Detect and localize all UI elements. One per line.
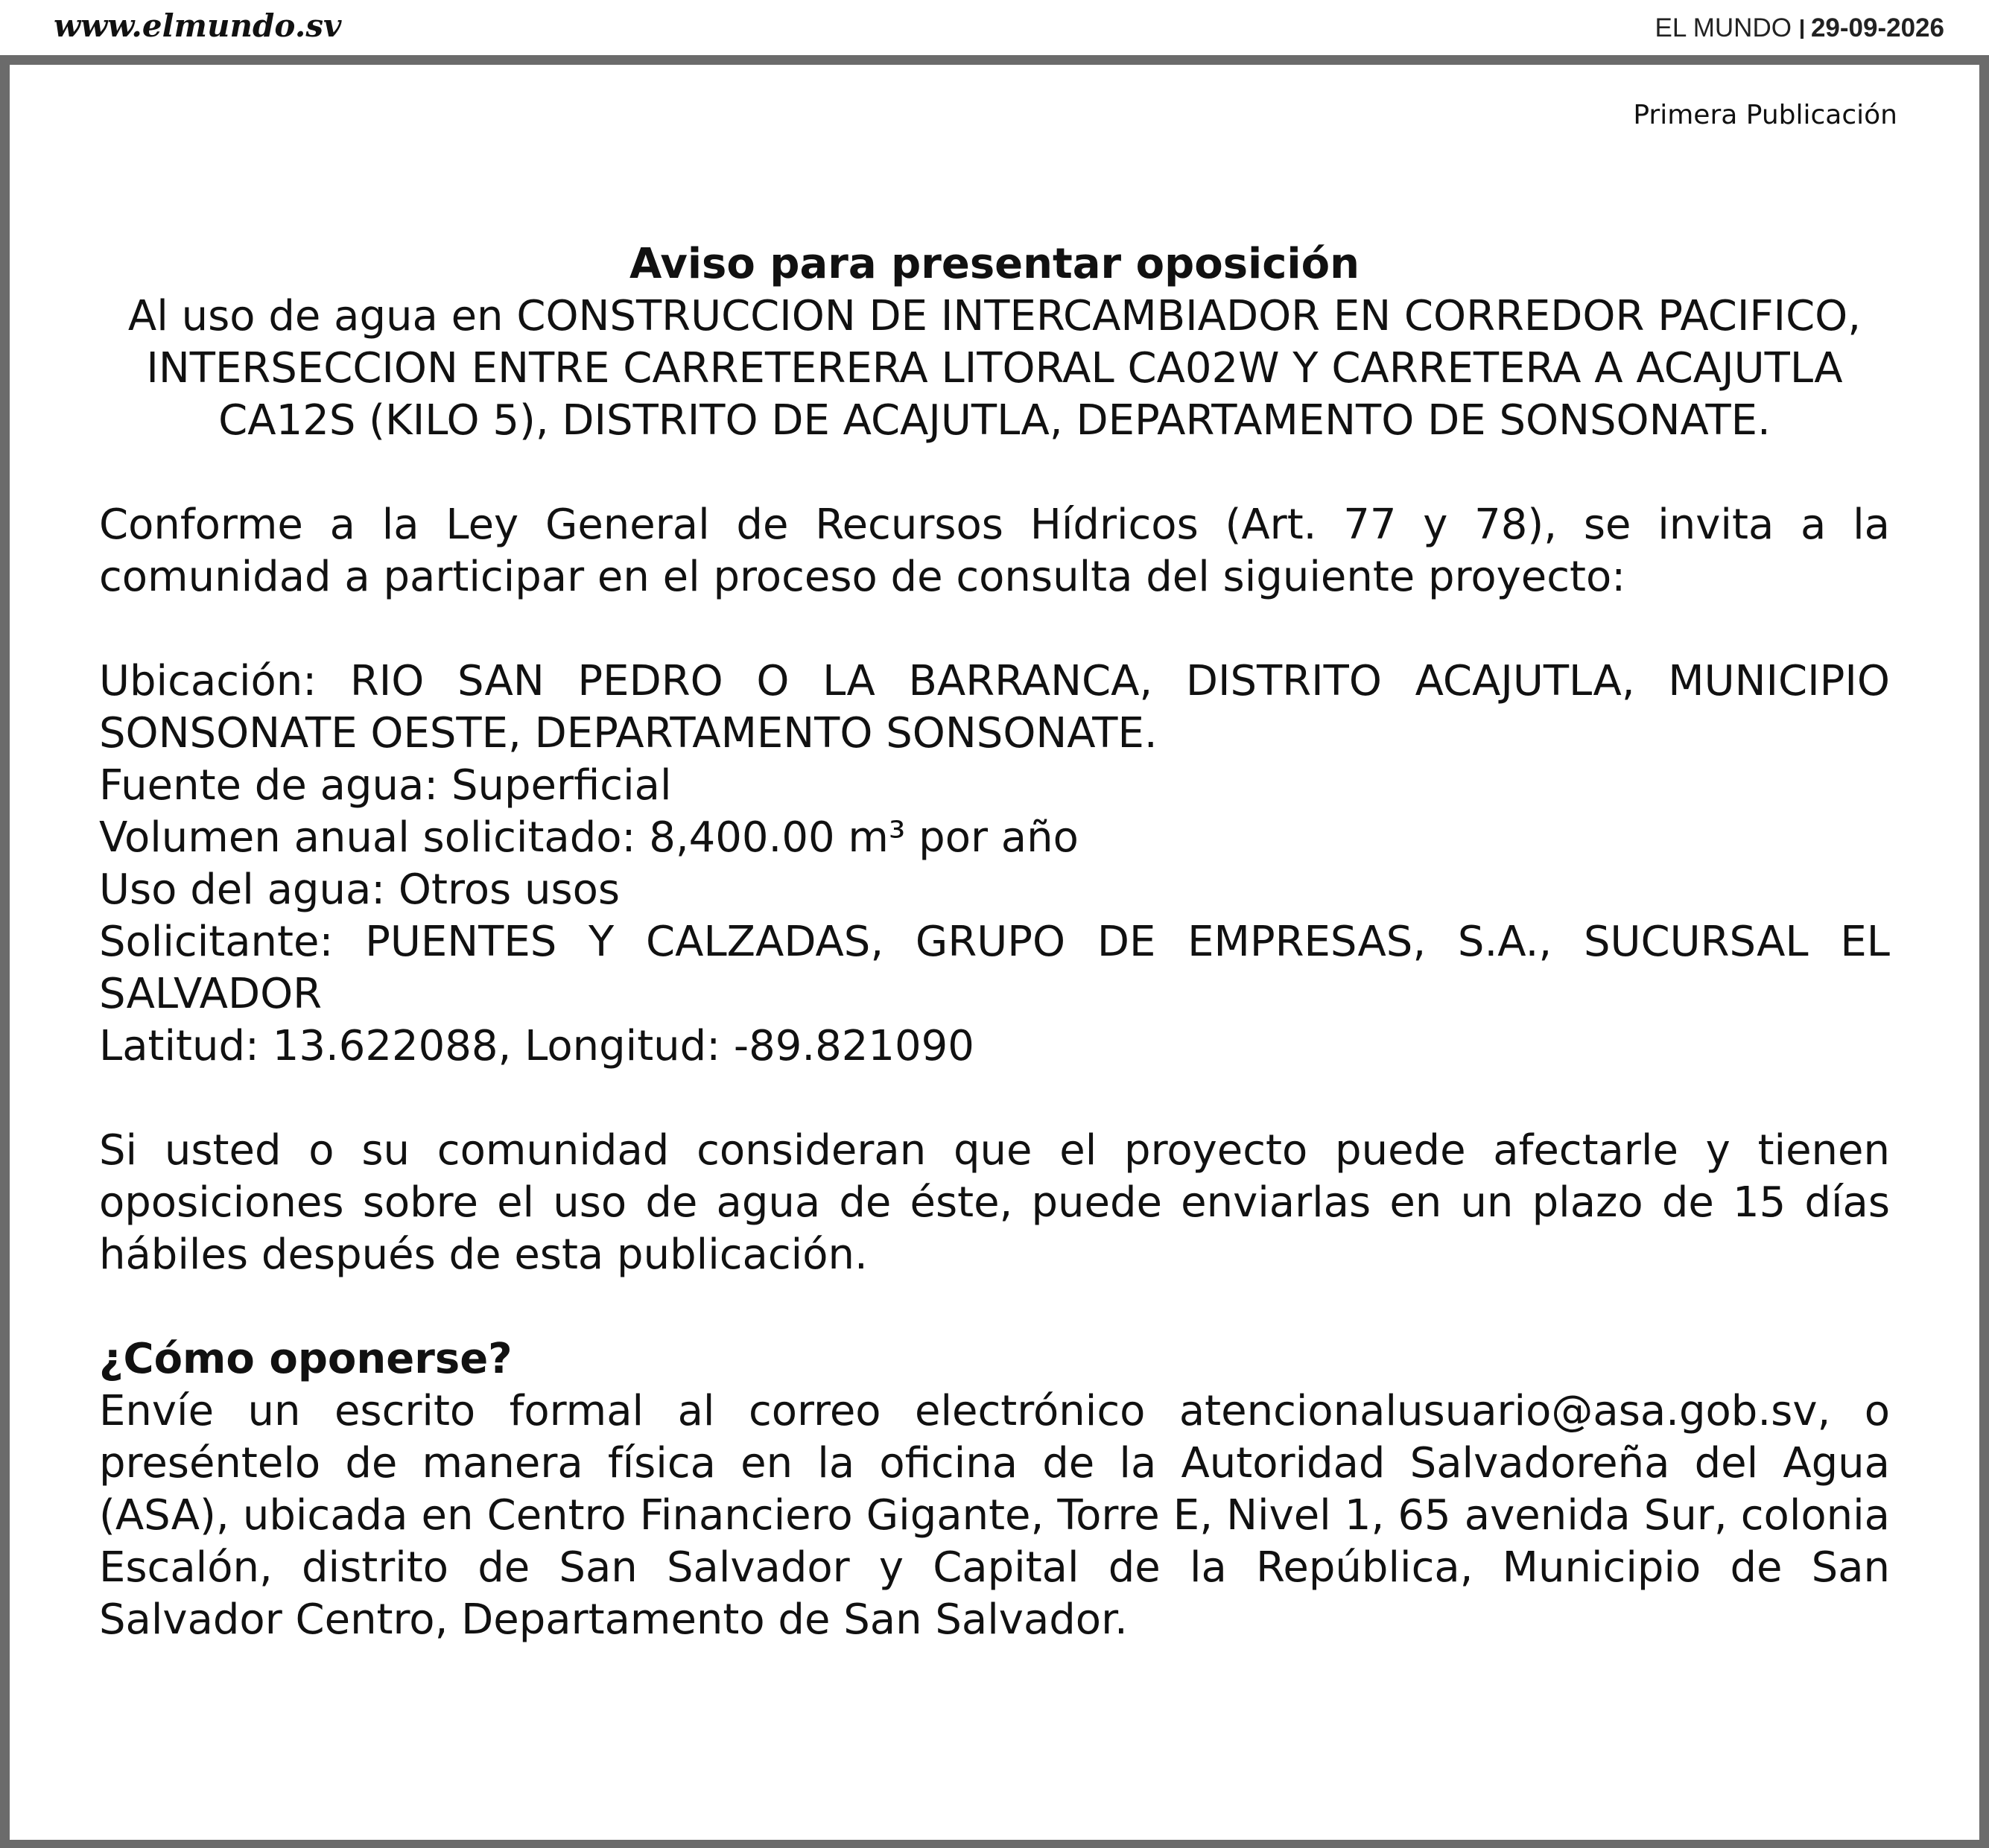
water-source-field: Fuente de agua: Superficial (99, 761, 672, 810)
notice-title: Aviso para presentar oposición (629, 240, 1360, 288)
notice-subtitle: Al uso de agua en CONSTRUCCION DE INTERCAMBIADOR EN CORREDOR PACIFICO, INTERSECCION ENTRE CARRETERERA LITORAL CA02W Y CARRETERA A ACAJUTLA CA12S (KILO 5), DISTRITO DE ACAJUTLA, DEPARTAMENTO DE SONSONATE. (127, 292, 1862, 445)
site-url[interactable]: www.elmundo.sv (54, 7, 342, 44)
newspaper-name: EL MUNDO (1655, 13, 1792, 42)
spacer (99, 1281, 1890, 1333)
notice-body (99, 238, 1890, 1646)
page-header (0, 0, 1989, 55)
publication-label: Primera Publicación (1633, 100, 1897, 130)
spacer (99, 1073, 1890, 1125)
masthead (1655, 13, 1945, 43)
annual-volume-field: Volumen anual solicitado: 8,400.00 m³ por año (99, 813, 1079, 862)
publication-date: 29-09-2026 (1810, 13, 1944, 42)
location-field: Ubicación: RIO SAN PEDRO O LA BARRANCA, DISTRITO ACAJUTLA, MUNICIPIO SONSONATE OESTE, DEPARTAMENTO SONSONATE. (99, 657, 1890, 758)
applicant-field: Solicitante: PUENTES Y CALZADAS, GRUPO DE EMPRESAS, S.A., SUCURSAL EL SALVADOR (99, 918, 1890, 1018)
separator-bar (1801, 19, 1804, 39)
water-use-field: Uso del agua: Otros usos (99, 866, 621, 914)
intro-paragraph: Conforme a la Ley General de Recursos Hídricos (Art. 77 y 78), se invita a la comunidad a participar en el proceso de consulta del siguiente proyecto: (99, 501, 1890, 601)
coordinates-field: Latitud: 13.622088, Longitud: -89.821090 (99, 1022, 974, 1070)
how-to-oppose-heading: ¿Cómo oponerse? (99, 1335, 513, 1383)
deadline-paragraph: Si usted o su comunidad consideran que el proyecto puede afectarle y tienen oposiciones sobre el uso de agua de éste, puede enviarlas en un plazo de 15 días hábiles después de esta publicación. (99, 1126, 1890, 1279)
spacer (99, 447, 1890, 499)
spacer (99, 603, 1890, 655)
how-to-oppose-paragraph: Envíe un escrito formal al correo electrónico atencionalusuario@asa.gob.sv, o preséntelo de manera física en la oficina de la Autoridad Salvadoreña del Agua (ASA), ubicada en Centro Financiero Gigante, Torre E, Nivel 1, 65 avenida Sur, colonia Escalón, distrito de San Salvador y Capital de la República, Municipio de San Salvador Centro, Departamento de San Salvador. (99, 1387, 1890, 1644)
